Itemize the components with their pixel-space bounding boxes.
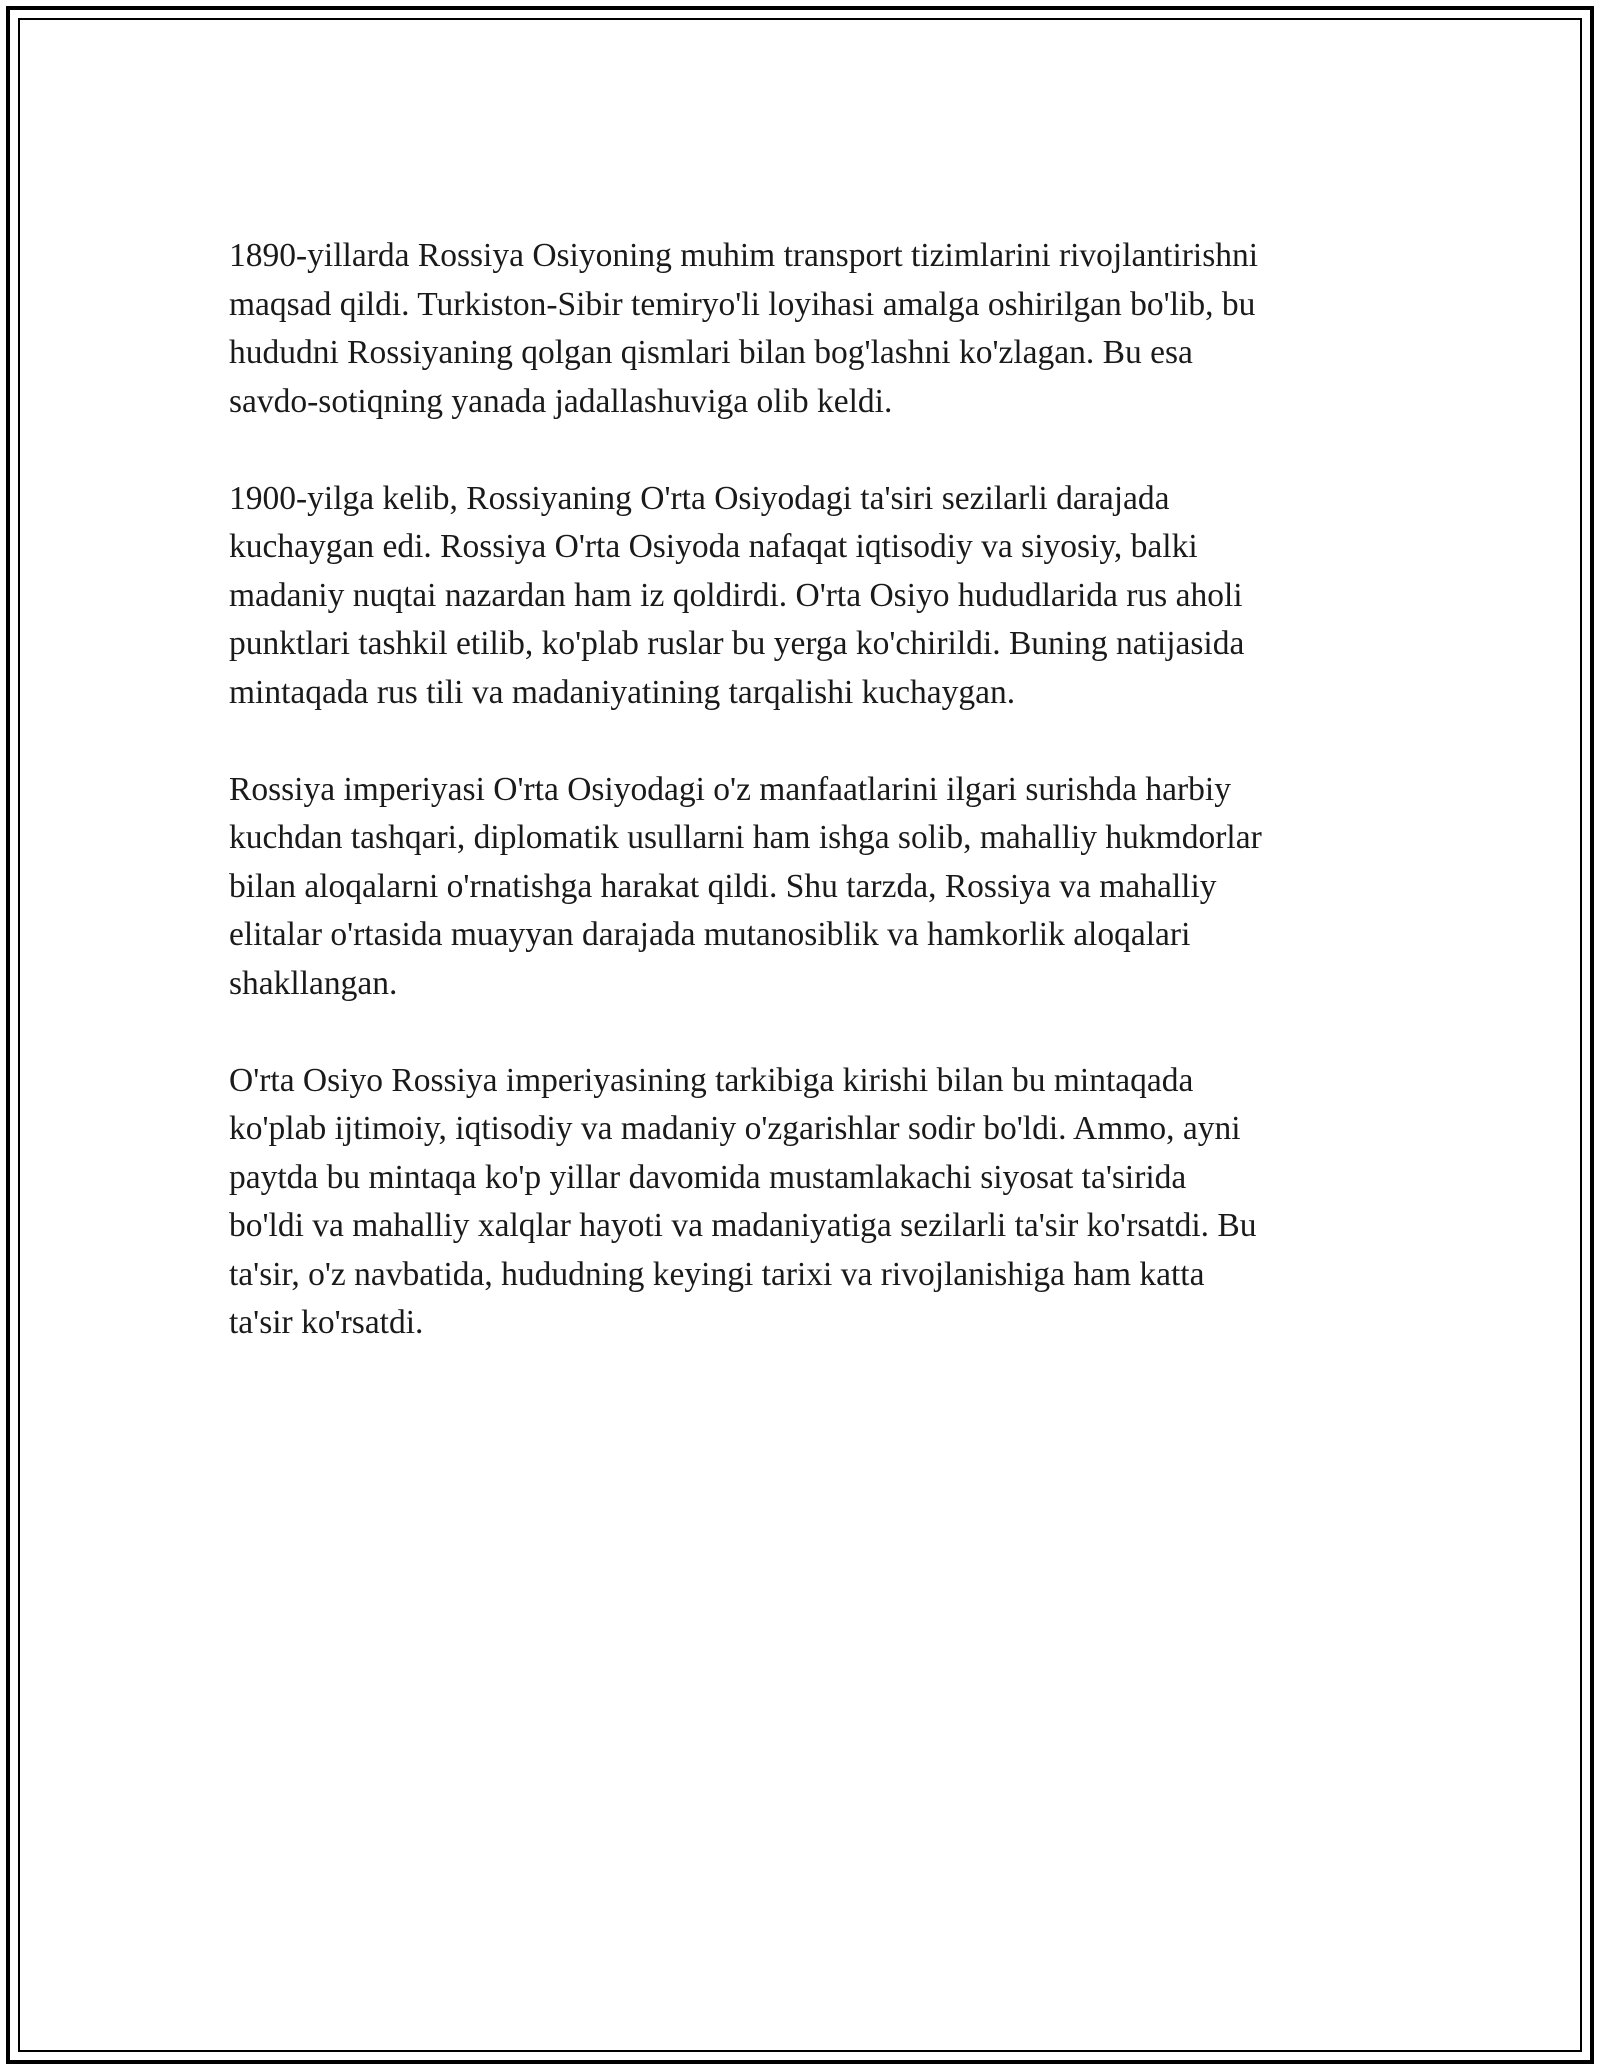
text-line: O'rta Osiyo Rossiya imperiyasining tarkibiga kirishi bilan bu mintaqada <box>229 1061 1194 1099</box>
paragraph-3 <box>229 766 1389 1009</box>
text-line: ta'sir ko'rsatdi. <box>229 1304 424 1341</box>
text-line: 1890-yillarda Rossiya Osiyoning muhim transport tizimlarini rivojlantirishni <box>229 237 1259 274</box>
text-line: maqsad qildi. Turkiston-Sibir temiryo'li loyihasi amalga oshirilgan bo'lib, bu <box>229 285 1256 323</box>
text-line: kuchdan tashqari, diplomatik usullarni ham ishga solib, mahalliy hukmdorlar <box>229 819 1262 856</box>
text-line: bilan aloqalarni o'rnatishga harakat qildi. Shu tarzda, Rossiya va mahalliy <box>229 867 1217 905</box>
text-line: shakllangan. <box>229 964 398 1002</box>
text-line: punktlari tashkil etilib, ko'plab ruslar bu yerga ko'chirildi. Buning natijasida <box>229 625 1245 662</box>
text-line: hududni Rossiyaning qolgan qismlari bilan bog'lashni ko'zlagan. Bu esa <box>229 334 1193 371</box>
text-line: savdo-sotiqning yanada jadallashuviga olib keldi. <box>229 382 893 420</box>
text-line: Rossiya imperiyasi O'rta Osiyodagi o'z manfaatlarini ilgari surishda harbiy <box>229 770 1231 808</box>
paragraph-2 <box>229 475 1389 718</box>
text-line: mintaqada rus tili va madaniyatining tarqalishi kuchaygan. <box>229 673 1016 711</box>
text-line: elitalar o'rtasida muayyan darajada mutanosiblik va hamkorlik aloqalari <box>229 916 1191 953</box>
text-line: ta'sir, o'z navbatida, hududning keyingi tarixi va rivojlanishiga ham katta <box>229 1255 1205 1293</box>
text-line: 1900-yilga kelib, Rossiyaning O'rta Osiyodagi ta'siri sezilarli darajada <box>229 479 1170 517</box>
text-line: paytda bu mintaqa ko'p yillar davomida mustamlakachi siyosat ta'sirida <box>229 1158 1187 1196</box>
text-line: bo'ldi va mahalliy xalqlar hayoti va madaniyatiga sezilarli ta'sir ko'rsatdi. Bu <box>229 1207 1257 1244</box>
text-line: kuchaygan edi. Rossiya O'rta Osiyoda nafaqat iqtisodiy va siyosiy, balki <box>229 528 1198 565</box>
document-body <box>229 232 1389 1396</box>
text-line: ko'plab ijtimoiy, iqtisodiy va madaniy o'zgarishlar sodir bo'ldi. Ammo, ayni <box>229 1110 1241 1147</box>
paragraph-1 <box>229 232 1389 426</box>
paragraph-4 <box>229 1057 1389 1348</box>
text-line: madaniy nuqtai nazardan ham iz qoldirdi. O'rta Osiyo hududlarida rus aholi <box>229 576 1243 614</box>
